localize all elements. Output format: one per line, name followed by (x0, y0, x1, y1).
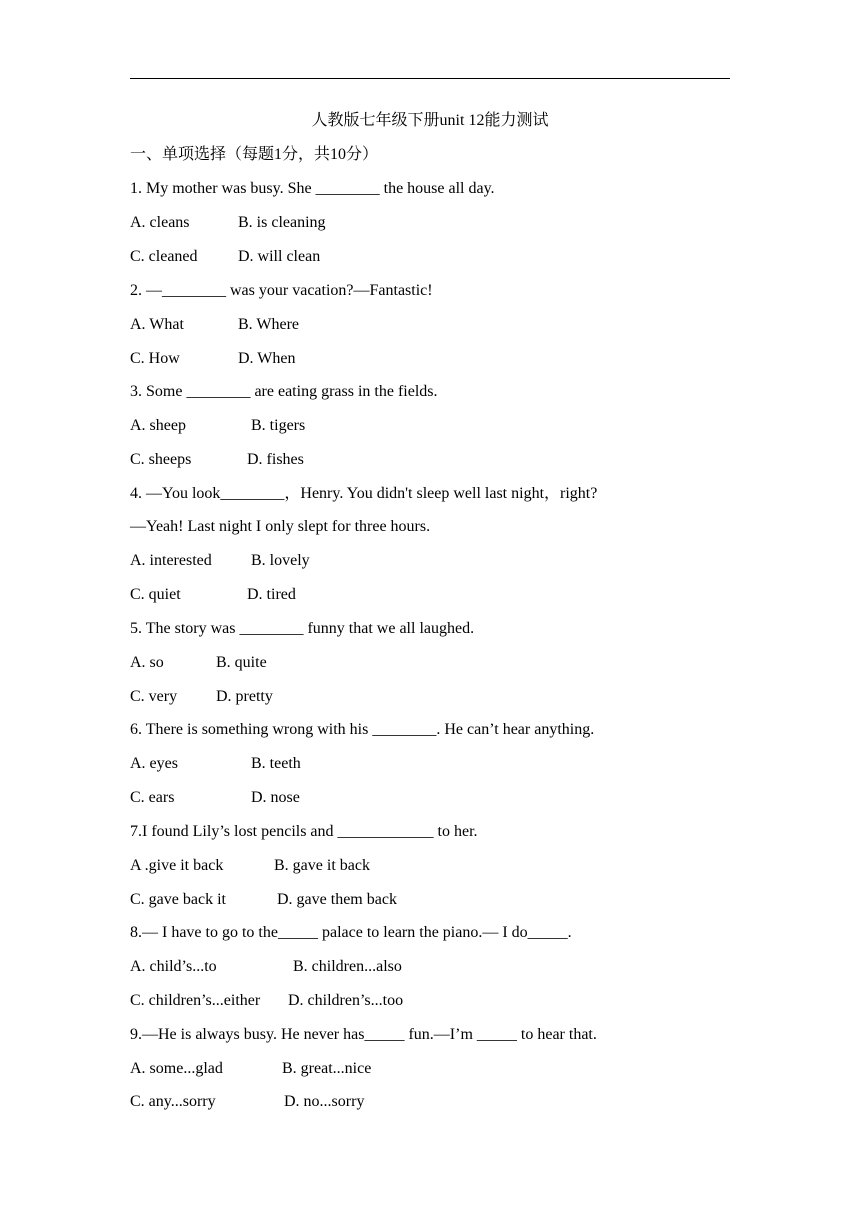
question-9-option-d: D. no...sorry (284, 1093, 365, 1110)
question-2-option-c: C. How (130, 350, 180, 367)
question-7-stem: 7.I found Lily’s lost pencils and ____________ to her. (130, 823, 478, 840)
question-4-stem: 4. —You look________，Henry. You didn't sleep well last night，right? (130, 485, 598, 502)
question-3-option-c: C. sheeps (130, 451, 192, 468)
question-8-option-a: A. child’s...to (130, 958, 217, 975)
question-1-stem: 1. My mother was busy. She ________ the house all day. (130, 180, 495, 197)
question-7-option-c: C. gave back it (130, 891, 226, 908)
question-1-option-a: A. cleans (130, 214, 190, 231)
section-heading: 一、单项选择（每题1分，共10分） (130, 146, 379, 163)
question-3-option-d: D. fishes (247, 451, 304, 468)
question-8-option-c: C. children’s...either (130, 992, 261, 1009)
question-5-option-b: B. quite (216, 654, 267, 671)
question-7-option-d: D. gave them back (277, 891, 397, 908)
question-8-option-d: D. children’s...too (288, 992, 404, 1009)
question-3-option-a: A. sheep (130, 417, 186, 434)
question-6-option-d: D. nose (251, 789, 300, 806)
question-5-option-c: C. very (130, 688, 178, 705)
question-4-option-c: C. quiet (130, 586, 181, 603)
question-8-option-b: B. children...also (293, 958, 402, 975)
question-2-option-a: A. What (130, 316, 184, 333)
question-4-option-d: D. tired (247, 586, 296, 603)
question-9-option-b: B. great...nice (282, 1060, 372, 1077)
question-9-option-a: A. some...glad (130, 1060, 223, 1077)
question-2-stem: 2. —________ was your vacation?—Fantastic! (130, 282, 433, 299)
question-1-option-d: D. will clean (238, 248, 321, 265)
question-5-option-a: A. so (130, 654, 164, 671)
question-2-option-d: D. When (238, 350, 296, 367)
question-2-option-b: B. Where (238, 316, 300, 333)
question-3-stem: 3. Some ________ are eating grass in the fields. (130, 383, 438, 400)
question-7-option-a: A .give it back (130, 857, 224, 874)
question-6-stem: 6. There is something wrong with his ________. He can’t hear anything. (130, 721, 595, 738)
question-1-option-c: C. cleaned (130, 248, 198, 265)
question-5-stem: 5. The story was ________ funny that we all laughed. (130, 620, 475, 637)
question-5-option-d: D. pretty (216, 688, 273, 705)
header-rule (130, 78, 730, 79)
question-9-stem: 9.—He is always busy. He never has_____ fun.—I’m _____ to hear that. (130, 1026, 597, 1043)
question-1-option-b: B. is cleaning (238, 214, 326, 231)
question-7-option-b: B. gave it back (274, 857, 370, 874)
question-4-option-a: A. interested (130, 552, 212, 569)
question-6-option-b: B. teeth (251, 755, 301, 772)
question-4-option-b: B. lovely (251, 552, 310, 569)
question-8-stem: 8.— I have to go to the_____ palace to learn the piano.— I do_____. (130, 924, 572, 941)
question-6-option-a: A. eyes (130, 755, 178, 772)
question-3-option-b: B. tigers (251, 417, 306, 434)
question-4-stem-line-2: —Yeah! Last night I only slept for three hours. (130, 518, 431, 535)
question-6-option-c: C. ears (130, 789, 175, 806)
question-9-option-c: C. any...sorry (130, 1093, 216, 1110)
page-title: 人教版七年级下册unit 12能力测试 (311, 112, 549, 129)
